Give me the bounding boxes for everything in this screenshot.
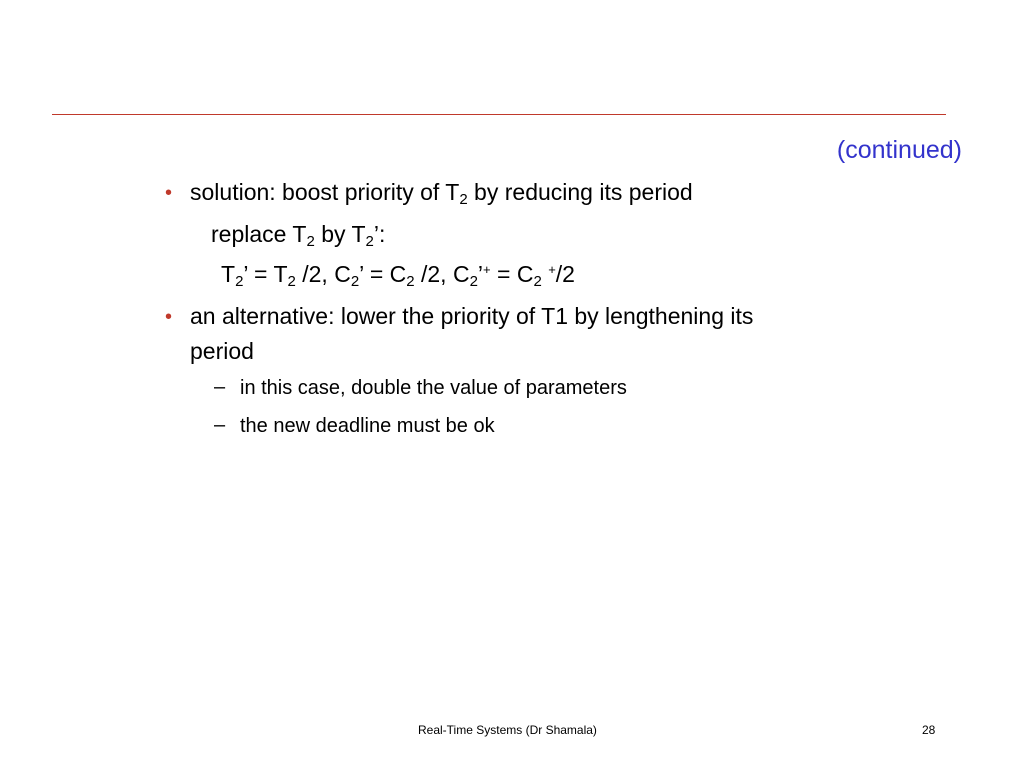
formula-part: /2, C bbox=[414, 261, 470, 287]
page-number: 28 bbox=[922, 723, 936, 737]
subscript: 2 bbox=[406, 273, 415, 290]
formula-line bbox=[221, 260, 575, 288]
subscript: 2 bbox=[459, 191, 468, 208]
replace-text: replace T bbox=[211, 221, 307, 247]
subscript: 2 bbox=[287, 273, 296, 290]
formula-part: /2 bbox=[555, 261, 575, 287]
bullet-icon: • bbox=[165, 182, 173, 204]
bullet-alternative-line1: an alternative: lower the priority of T1 by lengthening its bbox=[190, 303, 754, 329]
subscript: 2 bbox=[235, 273, 244, 290]
bullet-solution-text-end: by reducing its period bbox=[467, 179, 693, 205]
subscript: 2 bbox=[365, 233, 374, 250]
subscript: 2 bbox=[306, 233, 315, 250]
subscript: 2 bbox=[469, 273, 478, 290]
sub-item: in this case, double the value of parameters bbox=[240, 377, 627, 399]
dash-icon: – bbox=[214, 414, 226, 436]
formula-part: T bbox=[221, 261, 236, 287]
bullet-solution-text: solution: boost priority of T bbox=[190, 179, 460, 205]
subscript: 2 bbox=[350, 273, 360, 290]
formula-part: = C bbox=[490, 261, 534, 287]
replace-line bbox=[211, 220, 385, 248]
replace-text-end: ’: bbox=[373, 221, 386, 247]
formula-part: ’ bbox=[477, 261, 484, 287]
formula-part: ’ = C bbox=[359, 261, 407, 287]
superscript: + bbox=[483, 262, 491, 277]
footer-title: Real-Time Systems (Dr Shamala) bbox=[418, 723, 597, 737]
formula-part: ’ = T bbox=[243, 261, 288, 287]
bullet-solution bbox=[190, 178, 693, 206]
dash-icon: – bbox=[214, 376, 226, 398]
bullet-alternative-line2: period bbox=[190, 338, 254, 364]
replace-text-mid: by T bbox=[314, 221, 366, 247]
sub-item: the new deadline must be ok bbox=[240, 415, 495, 437]
formula-part: /2, C bbox=[295, 261, 351, 287]
bullet-icon: • bbox=[165, 306, 173, 328]
superscript: + bbox=[548, 262, 556, 277]
continued-label: (continued) bbox=[836, 136, 962, 164]
title-divider-line bbox=[52, 114, 946, 115]
subscript: 2 bbox=[533, 273, 542, 290]
